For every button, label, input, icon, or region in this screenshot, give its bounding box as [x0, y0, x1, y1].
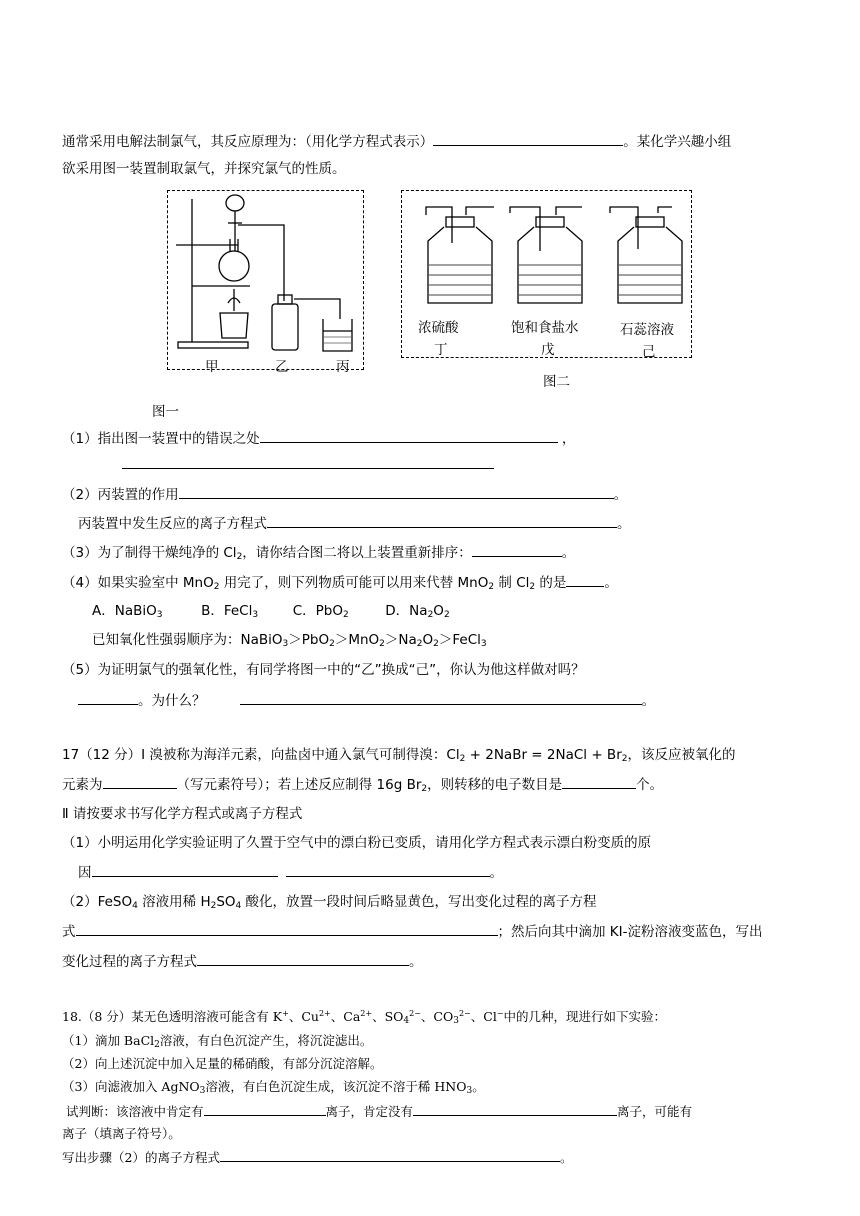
q18-equation — [62, 1147, 572, 1168]
question-text: 。为什么？ — [138, 693, 206, 709]
option-b[interactable]: B．FeCl$_3$ — [201, 603, 259, 620]
q18-step3: （3）向滤液加入 AgNO$_3$溶液，有白色沉淀生成，该沉淀不溶于稀 $HNO_3$。 — [62, 1079, 485, 1096]
question-text: （4）如果实验室中 MnO — [62, 575, 214, 591]
oxidation-order: 已知氧化性强弱顺序为：$NaBiO_3>PbO_2>MnO_2>Na_2O_2>FeCl_3$ — [92, 632, 487, 649]
figure-1-box — [167, 190, 364, 370]
question-text: 写出步骤（2）的离子方程式 — [62, 1150, 220, 1165]
answer-blank[interactable] — [204, 1101, 326, 1116]
note-text: O — [422, 632, 434, 648]
answer-blank[interactable] — [78, 690, 138, 705]
question-text: 丙装置中发生反应的离子方程式 — [78, 516, 267, 532]
question-text: SO — [216, 894, 236, 910]
step-text: （3）向滤液加入 AgNO — [62, 1079, 200, 1094]
step-text: 溶液，有白色沉淀生成，该沉淀不溶于稀 HNO — [205, 1079, 467, 1094]
answer-blank[interactable] — [197, 951, 409, 966]
question-text: 的是 — [535, 575, 567, 591]
q16-part3: （3）为了制得干燥纯净的 $Cl_2$，请你结合图二将以上装置重新排序： 。 — [62, 542, 575, 563]
answer-blank[interactable] — [413, 1101, 617, 1116]
answer-blank[interactable] — [433, 131, 623, 146]
bottle-reagent-1: 浓硫酸 — [418, 320, 459, 336]
answer-blank[interactable] — [220, 1147, 560, 1162]
option-d-text: O — [433, 603, 444, 619]
punctuation: 。 — [604, 575, 618, 591]
question-text: ，则转移的电子数目是 — [427, 777, 563, 793]
option-a-text: A．NaBiO — [92, 603, 157, 619]
q18-judgement — [66, 1101, 692, 1122]
answer-blank[interactable] — [562, 774, 636, 789]
q16-part4: （4）如果实验室中 MnO$_2$ 用完了，则下列物质可能可以用来代替 MnO$_2$ 制 $Cl_2$ 的是 。 — [62, 572, 618, 593]
answer-blank[interactable] — [76, 921, 498, 936]
punctuation: ， — [561, 431, 576, 447]
option-d-text: D．Na — [385, 603, 428, 619]
gas-washing-bottles — [402, 191, 691, 311]
q16-part5: （5）为证明氯气的强氧化性，有同学将图一中的“乙”换成“己”，你认为他这样做对吗？ — [62, 662, 585, 678]
intro-text: 通常采用电解法制氯气，其反应原理为：（用化学方程式表示） — [62, 134, 434, 150]
question-text: 、Ca — [330, 1009, 361, 1024]
option-b-text: B．FeCl — [201, 603, 253, 619]
question-text: （2）丙装置的作用 — [62, 487, 179, 503]
option-d[interactable]: D．$Na_2O_2$ — [385, 603, 450, 620]
figure-2-caption: 图二 — [543, 374, 570, 390]
option-c[interactable]: C．PbO$_2$ — [292, 603, 349, 620]
question-text: 、CO — [420, 1009, 454, 1024]
q16-part5-answer — [78, 690, 655, 711]
question-text: ；然后向其中滴加 KI-淀粉溶液变蓝色，写出 — [497, 924, 763, 940]
step-text: 溶液，有白色沉淀产生，将沉淀滤出。 — [159, 1033, 373, 1048]
question-text: 个。 — [636, 777, 664, 793]
answer-blank[interactable] — [103, 774, 177, 789]
punctuation: 。 — [489, 865, 503, 881]
step-text: 。 — [472, 1079, 485, 1094]
bottle-reagent-2: 饱和食盐水 — [511, 320, 579, 336]
question-text: 试判断：该溶液中肯定有 — [66, 1104, 204, 1119]
question-text: （2）FeSO — [62, 894, 133, 910]
option-c-text: C．PbO — [292, 603, 343, 619]
q16-part1-line2 — [122, 454, 494, 475]
step-text: （1）滴加 BaCl — [62, 1033, 155, 1048]
question-text: 中的几种，现进行如下实验： — [503, 1009, 667, 1024]
intro-line-1 — [62, 131, 731, 152]
q16-part2 — [62, 484, 627, 505]
question-text: （3）为了制得干燥纯净的 Cl — [62, 545, 237, 561]
q16-options — [92, 601, 450, 621]
question-text: 因 — [78, 865, 92, 881]
q18-line1: 18.（8 分）某无色透明溶液可能含有 K+、$Cu^{2+}$、$Ca^{2+}$、$SO_4^{2-}$、$CO_3^{2-}$、Cl−中的几种，现进行如下实验： — [62, 1009, 667, 1026]
bottle-reagent-3: 石蕊溶液 — [620, 322, 674, 338]
fig1-label-bing: 丙 — [336, 359, 350, 375]
question-text: 用完了，则下列物质可能可以用来代替 MnO — [219, 575, 489, 591]
option-a[interactable]: A．NaBiO$_3$ — [92, 603, 163, 620]
q17-part2-line3 — [62, 951, 423, 972]
q17-part1: （1）小明运用化学实验证明了久置于空气中的漂白粉已变质，请用化学方程式表示漂白粉变质的原 — [62, 835, 652, 851]
question-text: 酸化，放置一段时间后略显黄色，写出变化过程的离子方程 — [241, 894, 597, 910]
bottle-tag-2: 戊 — [541, 342, 555, 358]
answer-blank[interactable] — [267, 513, 617, 528]
question-text: 、Cl — [470, 1009, 497, 1024]
q17-part2-line2 — [62, 921, 763, 942]
question-text: + 2NaBr = 2NaCl + Br — [465, 747, 622, 763]
question-text: 、SO — [372, 1009, 404, 1024]
q16-part1 — [62, 428, 575, 449]
answer-blank[interactable] — [179, 484, 614, 499]
q16-part2b — [78, 513, 631, 534]
question-text: 溶液用稀 H — [137, 894, 211, 910]
question-text: （写元素符号）；若上述反应制得 16g Br — [176, 777, 422, 793]
fig1-label-yi: 乙 — [275, 359, 289, 375]
q17-line2: 元素为 （写元素符号）；若上述反应制得 16g $Br_2$，则转移的电子数目是 个。 — [62, 774, 663, 795]
punctuation: 。 — [559, 1150, 573, 1165]
question-text: 元素为 — [62, 777, 103, 793]
note-text: 已知氧化性强弱顺序为：NaBiO — [92, 632, 283, 648]
answer-blank[interactable] — [240, 690, 642, 705]
fig1-label-jia: 甲 — [205, 359, 219, 375]
punctuation: 。 — [561, 545, 576, 561]
note-text: ＞Na — [384, 632, 417, 648]
punctuation: 。 — [641, 693, 655, 709]
question-text: 离子，可能有 — [617, 1104, 693, 1119]
q18-judgement-line2: 离子（填离子符号）。 — [62, 1126, 181, 1141]
bottle-tag-3: 己 — [642, 344, 656, 360]
answer-blank[interactable] — [566, 572, 604, 587]
punctuation: 。 — [617, 516, 631, 532]
bottle-tag-1: 丁 — [434, 342, 448, 358]
answer-blank[interactable] — [260, 428, 558, 443]
question-text: ，该反应被氧化的 — [627, 747, 736, 763]
punctuation: 。 — [613, 487, 628, 503]
intro-line-2: 欲采用图一装置制取氯气，并探究氯气的性质。 — [62, 161, 346, 177]
q17-part1-answer — [78, 862, 503, 883]
apparatus-diagram — [168, 191, 363, 369]
answer-blank[interactable] — [92, 862, 278, 877]
answer-blank[interactable] — [122, 454, 494, 469]
answer-blank[interactable] — [286, 862, 490, 877]
answer-blank[interactable] — [472, 542, 562, 557]
question-text: 制 Cl — [494, 575, 530, 591]
note-text: ＞MnO — [334, 632, 380, 648]
question-text: 变化过程的离子方程式 — [62, 954, 197, 970]
q17-part2: （2）FeSO$_4$ 溶液用稀 $H_2SO_4$ 酸化，放置一段时间后略显黄色，写出变化过程的离子方程 — [62, 894, 597, 911]
note-text: ＞FeCl — [438, 632, 481, 648]
figure-1-caption: 图一 — [152, 404, 179, 420]
q17-section2-heading: Ⅱ 请按要求书写化学方程式或离子方程式 — [62, 806, 303, 822]
punctuation: 。 — [409, 954, 423, 970]
q17-line1: 17（12 分）Ⅰ 溴被称为海洋元素，向盐卤中通入氯气可制得溴：$Cl_2$ + 2NaBr = 2NaCl + $Br_2$，该反应被氧化的 — [62, 747, 736, 764]
intro-text: 。某化学兴趣小组 — [623, 134, 732, 150]
question-text: ，请你结合图二将以上装置重新排序： — [242, 545, 472, 561]
q18-step1: （1）滴加 BaCl$_2$溶液，有白色沉淀产生，将沉淀滤出。 — [62, 1033, 373, 1050]
note-text: ＞PbO — [288, 632, 330, 648]
question-text: 17（12 分）Ⅰ 溴被称为海洋元素，向盐卤中通入氯气可制得溴：Cl — [62, 747, 460, 763]
question-text: （1）指出图一装置中的错误之处 — [62, 431, 260, 447]
question-text: 18.（8 分）某无色透明溶液可能含有 K — [62, 1009, 283, 1024]
q18-step2: （2）向上述沉淀中加入足量的稀硝酸，有部分沉淀溶解。 — [62, 1056, 383, 1071]
question-text: 式 — [62, 924, 76, 940]
question-text: 离子，肯定没有 — [325, 1104, 414, 1119]
question-text: 、Cu — [288, 1009, 319, 1024]
